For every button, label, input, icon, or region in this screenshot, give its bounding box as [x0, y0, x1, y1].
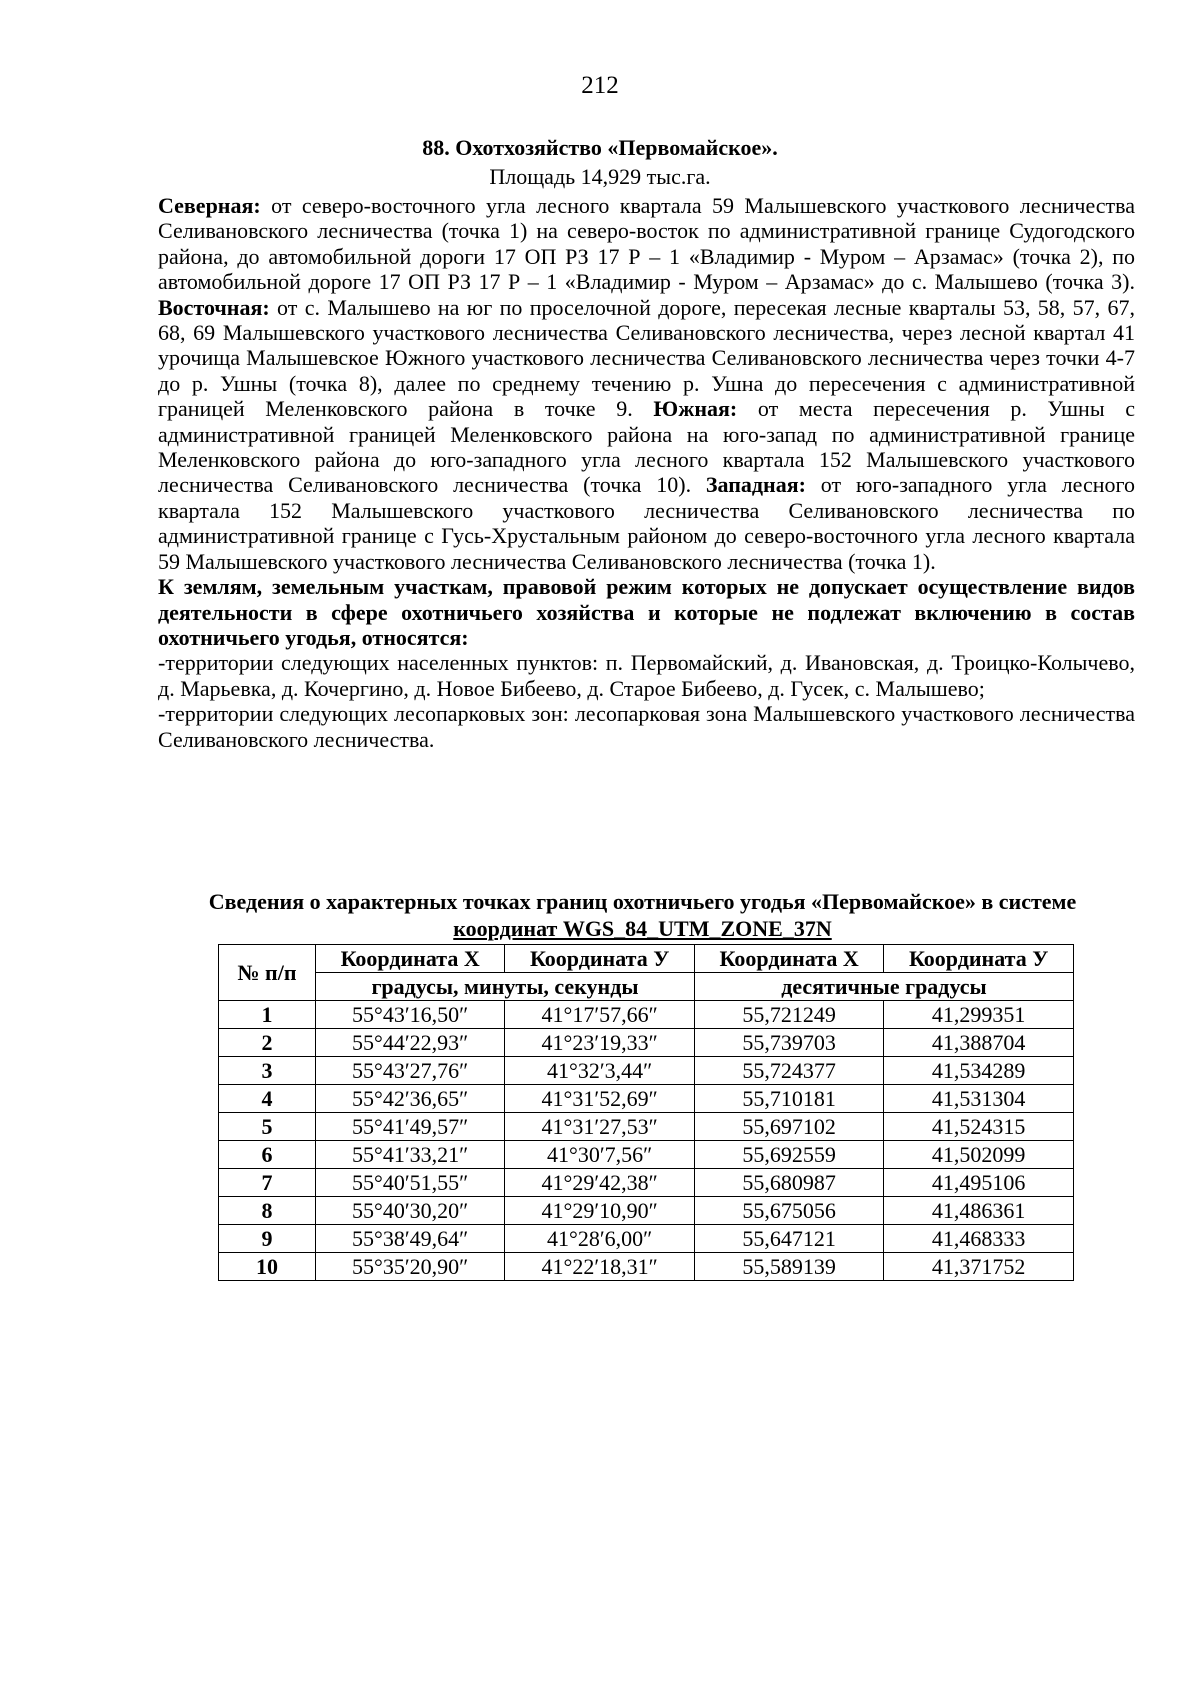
point-number-cell: 8 [219, 1197, 316, 1225]
table-row [219, 1029, 1074, 1057]
x-dec-cell: 55,724377 [694, 1057, 883, 1085]
x-dec-cell: 55,739703 [694, 1029, 883, 1057]
table-row [219, 1197, 1074, 1225]
east-text: от с. Малышево на юг по проселочной дороге, пересекая лесные кварталы 53, 58, 57, 67, 68, 69 Малышевского участкового лесничества Селивановского лесничества, через лесной квартал 41 урочища Малышевское Южного участкового лесничества Селивановского лесничества через точки 4-7 до р. Ушны (точка 8), далее по среднему течению р. Ушна до пересечения с административной границей Меленковского района в точке 9. [158, 294, 1135, 422]
x-dms-cell: 55°40′30,20″ [316, 1197, 505, 1225]
col-header-y-dec: Координата У [884, 945, 1074, 973]
coordinates-table [218, 944, 1074, 1281]
table-row [219, 1057, 1074, 1085]
y-dec-cell: 41,534289 [884, 1057, 1074, 1085]
subheader-dms: градусы, минуты, секунды [316, 973, 695, 1001]
y-dec-cell: 41,486361 [884, 1197, 1074, 1225]
y-dms-cell: 41°23′19,33″ [505, 1029, 695, 1057]
y-dec-cell: 41,524315 [884, 1113, 1074, 1141]
table-body [219, 1001, 1074, 1281]
point-number-cell: 4 [219, 1085, 316, 1113]
x-dec-cell: 55,589139 [694, 1253, 883, 1281]
x-dms-cell: 55°35′20,90″ [316, 1253, 505, 1281]
x-dms-cell: 55°44′22,93″ [316, 1029, 505, 1057]
table-header-row [219, 945, 1074, 973]
y-dms-cell: 41°28′6,00″ [505, 1225, 695, 1253]
boundary-description [158, 193, 1135, 752]
y-dms-cell: 41°31′52,69″ [505, 1085, 695, 1113]
x-dms-cell: 55°41′49,57″ [316, 1113, 505, 1141]
y-dec-cell: 41,495106 [884, 1169, 1074, 1197]
point-number-cell: 1 [219, 1001, 316, 1029]
y-dms-cell: 41°29′42,38″ [505, 1169, 695, 1197]
forest-parks-paragraph: -территории следующих лесопарковых зон: лесопарковая зона Малышевского участкового лесничества Селивановского лесничества. [158, 701, 1135, 752]
east-label: Восточная: [158, 294, 270, 320]
north-text: от северо-восточного угла лесного квартала 59 Малышевского участкового лесничества Селивановского лесничества (точка 1) на северо-восток по административной границе Судогодского района, до автомобильной дороги 17 ОП РЗ 17 Р – 1 «Владимир - Муром – Арзамас» (точка 2), по автомобильной дороге 17 ОП РЗ 17 Р – 1 «Владимир - Муром – Арзамас» до с. Малышево (точка 3). [158, 193, 1135, 295]
settlements-paragraph: -территории следующих населенных пунктов: п. Первомайский, д. Ивановская, д. Троицко-Колычево, д. Марьевка, д. Кочергино, д. Новое Бибеево, д. Старое Бибеево, д. Гусек, с. Малышево; [158, 650, 1135, 701]
point-number-cell: 3 [219, 1057, 316, 1085]
subheader-dec: десятичные градусы [694, 973, 1073, 1001]
x-dec-cell: 55,697102 [694, 1113, 883, 1141]
page-number: 212 [581, 72, 619, 99]
y-dms-cell: 41°32′3,44″ [505, 1057, 695, 1085]
x-dms-cell: 55°42′36,65″ [316, 1085, 505, 1113]
x-dec-cell: 55,721249 [694, 1001, 883, 1029]
y-dms-cell: 41°17′57,66″ [505, 1001, 695, 1029]
x-dec-cell: 55,710181 [694, 1085, 883, 1113]
y-dms-cell: 41°22′18,31″ [505, 1253, 695, 1281]
y-dms-cell: 41°29′10,90″ [505, 1197, 695, 1225]
table-row [219, 1225, 1074, 1253]
y-dec-cell: 41,388704 [884, 1029, 1074, 1057]
document-title: 88. Охотхозяйство «Первомайское». [422, 135, 778, 160]
y-dec-cell: 41,502099 [884, 1141, 1074, 1169]
x-dms-cell: 55°40′51,55″ [316, 1169, 505, 1197]
west-label: Западная: [705, 472, 806, 498]
point-number-cell: 5 [219, 1113, 316, 1141]
y-dms-cell: 41°31′27,53″ [505, 1113, 695, 1141]
table-caption [150, 888, 1135, 942]
west-text: от юго-западного угла лесного квартала 152 Малышевского участкового лесничества Селивановского лесничества по административной границе с Гусь-Хрустальным районом до северо-восточного угла лесного квартала 59 Малышевского участкового лесничества Селивановского лесничества (точка 1). [158, 472, 1135, 574]
x-dms-cell: 55°38′49,64″ [316, 1225, 505, 1253]
boundary-paragraph [158, 193, 1135, 574]
point-number-cell: 7 [219, 1169, 316, 1197]
table-row [219, 1169, 1074, 1197]
south-text: от места пересечения р. Ушны с административной границей Меленковского района на юго-запад по административной границе Меленковского района до юго-западного угла лесного квартала 152 Малышевского участкового лесничества Селивановского лесничества (точка 10). [158, 396, 1135, 498]
table-row [219, 1141, 1074, 1169]
south-label: Южная: [653, 396, 738, 422]
x-dms-cell: 55°43′27,76″ [316, 1057, 505, 1085]
col-header-y-dms: Координата У [505, 945, 695, 973]
north-label: Северная: [158, 193, 261, 218]
point-number-cell: 9 [219, 1225, 316, 1253]
area-line: Площадь 14,929 тыс.га. [489, 164, 711, 189]
point-number-cell: 2 [219, 1029, 316, 1057]
table-row [219, 1085, 1074, 1113]
x-dec-cell: 55,675056 [694, 1197, 883, 1225]
y-dms-cell: 41°30′7,56″ [505, 1141, 695, 1169]
table-row [219, 1113, 1074, 1141]
x-dms-cell: 55°41′33,21″ [316, 1141, 505, 1169]
table-caption-line1: Сведения о характерных точках границ охотничьего угодья «Первомайское» в системе [208, 889, 1077, 914]
table-row [219, 1253, 1074, 1281]
point-number-cell: 6 [219, 1141, 316, 1169]
table-caption-line2: координат WGS_84_UTM_ZONE_37N [453, 916, 832, 941]
col-header-x-dec: Координата X [694, 945, 883, 973]
exclusions-heading: К землям, земельным участкам, правовой режим которых не допускает осуществление видов деятельности в сфере охотничьего хозяйства и которые не подлежат включению в состав охотничьего угодья, относятся: [158, 574, 1135, 650]
x-dms-cell: 55°43′16,50″ [316, 1001, 505, 1029]
col-header-x-dms: Координата X [316, 945, 505, 973]
y-dec-cell: 41,299351 [884, 1001, 1074, 1029]
y-dec-cell: 41,468333 [884, 1225, 1074, 1253]
table-subheader-row [219, 973, 1074, 1001]
y-dec-cell: 41,371752 [884, 1253, 1074, 1281]
point-number-cell: 10 [219, 1253, 316, 1281]
col-header-num: № п/п [219, 945, 316, 1001]
y-dec-cell: 41,531304 [884, 1085, 1074, 1113]
table-row [219, 1001, 1074, 1029]
x-dec-cell: 55,692559 [694, 1141, 883, 1169]
x-dec-cell: 55,647121 [694, 1225, 883, 1253]
x-dec-cell: 55,680987 [694, 1169, 883, 1197]
